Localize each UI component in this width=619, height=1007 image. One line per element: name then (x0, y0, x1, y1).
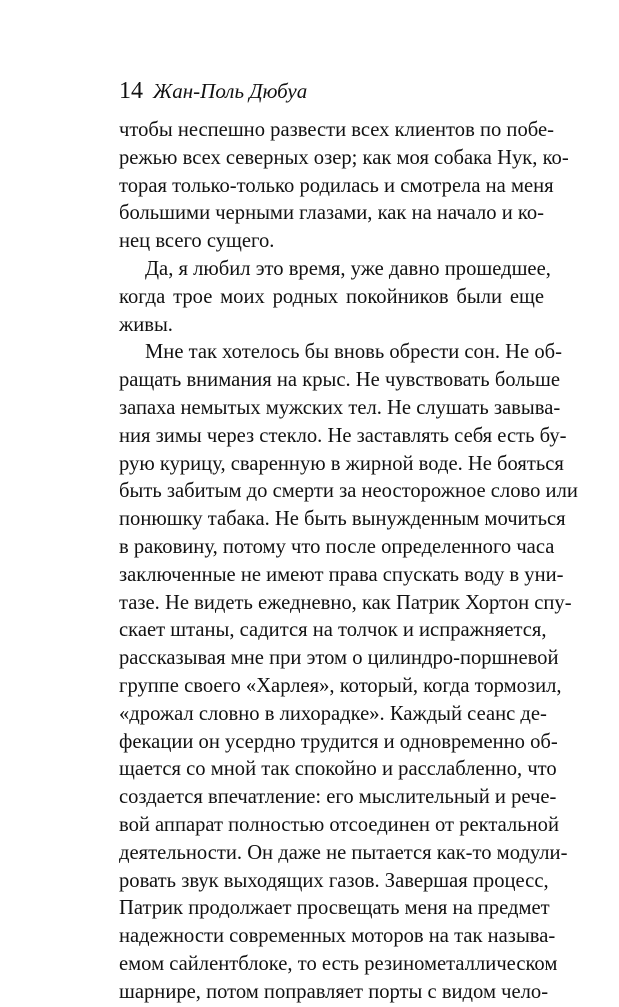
text-line: понюшку табака. Не быть вынужденным мочиться (119, 508, 566, 531)
text-line: группе своего «Харлея», который, когда тормозил, (119, 674, 562, 697)
body-text (119, 117, 578, 1007)
text-line: ращать внимания на крыс. Не чувствовать больше (119, 369, 560, 392)
text-line: живы. (119, 313, 173, 336)
text-line: фекации он усердно трудится и одновременно об- (119, 730, 558, 753)
text-line: торая только-только родилась и смотрела на меня (119, 174, 554, 197)
text-line: чтобы неспешно развести всех клиентов по побе- (119, 119, 554, 141)
text-line: ния зимы через стекло. Не заставлять себя есть бу- (119, 424, 567, 447)
text-line: нец всего сущего. (119, 230, 275, 253)
text-line: когда трое моих родных покойников были еще (119, 285, 544, 308)
text-line: рассказывая мне при этом о цилиндро-поршневой (119, 647, 559, 670)
text-line: режью всех северных озер; как моя собака Нук, ко- (119, 146, 569, 169)
page-number: 14 (119, 78, 143, 104)
text-line: Да, я любил это время, уже давно прошедшее, (145, 257, 551, 280)
text-line: запаха немытых мужских тел. Не слушать завыва- (119, 396, 561, 419)
text-line: быть забитым до смерти за неосторожное слово или (119, 480, 578, 503)
running-head (119, 76, 307, 106)
text-line: тазе. Не видеть ежедневно, как Патрик Хортон спу- (119, 591, 572, 614)
text-line: шарнире, потом поправляет порты с видом чело- (119, 980, 549, 1003)
text-line: ровать звук выходящих газов. Завершая процесс, (119, 869, 549, 892)
text-line: большими черными глазами, как на начало и ко- (119, 202, 544, 225)
text-line: щается со мной так спокойно и расслабленно, что (119, 758, 557, 781)
text-line: вой аппарат полностью отсоединен от ректальной (119, 813, 559, 836)
text-line: рую курицу, сваренную в жирной воде. Не бояться (119, 452, 564, 475)
text-line: деятельности. Он даже не пытается как-то модули- (119, 841, 568, 864)
text-line: Патрик продолжает просвещать меня на предмет (119, 897, 550, 920)
book-author: Жан-Поль Дюбуа (153, 79, 308, 103)
text-line: надежности современных моторов на так называ- (119, 925, 556, 948)
text-line: в раковину, потому что после определенного часа (119, 535, 555, 558)
text-line: «дрожал словно в лихорадке». Каждый сеанс де- (119, 702, 547, 725)
text-line: Мне так хотелось бы вновь обрести сон. Не об- (145, 341, 562, 364)
text-line: емом сайлентблоке, то есть резинометаллическом (119, 952, 558, 975)
text-line: заключенные не имеют права спускать воду в уни- (119, 563, 564, 586)
text-line: скает штаны, садится на толчок и испражняется, (119, 619, 547, 642)
text-line: создается впечатление: его мыслительный и рече- (119, 786, 557, 809)
